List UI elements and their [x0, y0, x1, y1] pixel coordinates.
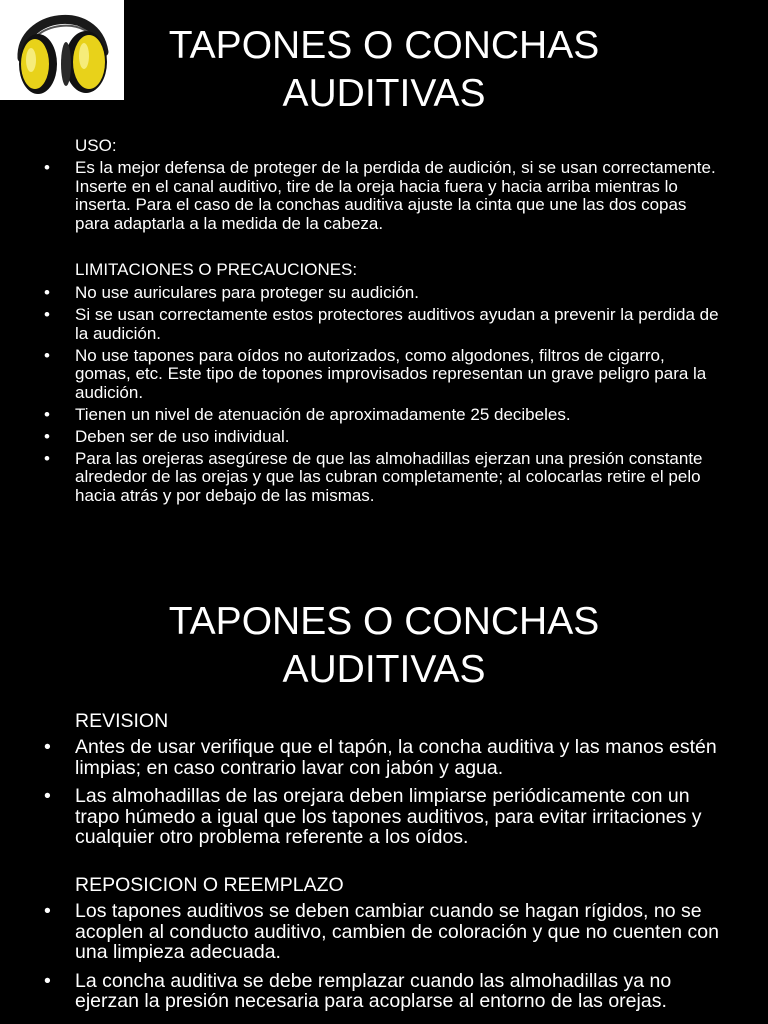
list-item: • Para las orejeras asegúrese de que las almohadillas ejerzan una presión constante alrededor de las orejas y que las cubran completamente; al colocarlas retire el pelo hacia atrás y por debajo de las mismas.: [44, 450, 720, 506]
slide-1-title: [0, 22, 768, 118]
slide-2: [0, 560, 768, 1024]
section-label-reposicion: REPOSICION O REEMPLAZO: [75, 874, 344, 896]
limitaciones-list: [44, 284, 720, 509]
title-line-1: TAPONES O CONCHAS: [168, 600, 600, 643]
list-item: • No use auriculares para proteger su audición.: [44, 284, 720, 303]
list-item: • La concha auditiva se debe remplazar cuando las almohadillas ya no ejerzan la presión necesaria para acoplarse al entorno de las orejas.: [44, 971, 720, 1012]
list-item: • Tienen un nivel de atenuación de aproximadamente 25 decibeles.: [44, 406, 720, 425]
list-item: • Si se usan correctamente estos protectores auditivos ayudan a prevenir la perdida de la audición.: [44, 306, 720, 343]
list-item: • Deben ser de uso individual.: [44, 428, 720, 447]
slide-2-title: [0, 598, 768, 694]
section-label-limitaciones: LIMITACIONES O PRECAUCIONES:: [75, 260, 358, 279]
list-item: • Las almohadillas de las orejara deben limpiarse periódicamente con un trapo húmedo a igual que los tapones auditivos, para evitar irritaciones y cualquier otro problema referente a los oídos.: [44, 786, 720, 848]
uso-list: [44, 159, 720, 237]
title-line-2: AUDITIVAS: [282, 72, 486, 115]
list-item: • No use tapones para oídos no autorizados, como algodones, filtros de cigarro, gomas, etc. Este tipo de topones improvisados representan un grave peligro para la audición.: [44, 347, 720, 403]
title-line-2: AUDITIVAS: [282, 648, 486, 691]
list-item: • Es la mejor defensa de proteger de la perdida de audición, si se usan correctamente. Inserte en el canal auditivo, tire de la oreja hacia fuera y hacia arriba mientras lo inserta. Para el caso de la conchas auditiva ajuste la cinta que une las dos copas para adaptarla a la medida de la cabeza.: [44, 159, 720, 233]
section-label-uso: USO:: [75, 136, 117, 155]
section-label-revision: REVISION: [75, 710, 169, 732]
reposicion-list: [44, 901, 720, 1020]
revision-list: [44, 737, 720, 856]
title-line-1: TAPONES O CONCHAS: [168, 24, 600, 67]
list-item: • Antes de usar verifique que el tapón, la concha auditiva y las manos estén limpias; en caso contrario lavar con jabón y agua.: [44, 737, 720, 778]
list-item: • Los tapones auditivos se deben cambiar cuando se hagan rígidos, no se acoplen al conducto auditivo, cambien de coloración y que no cuenten con una limpieza adecuada.: [44, 901, 720, 963]
